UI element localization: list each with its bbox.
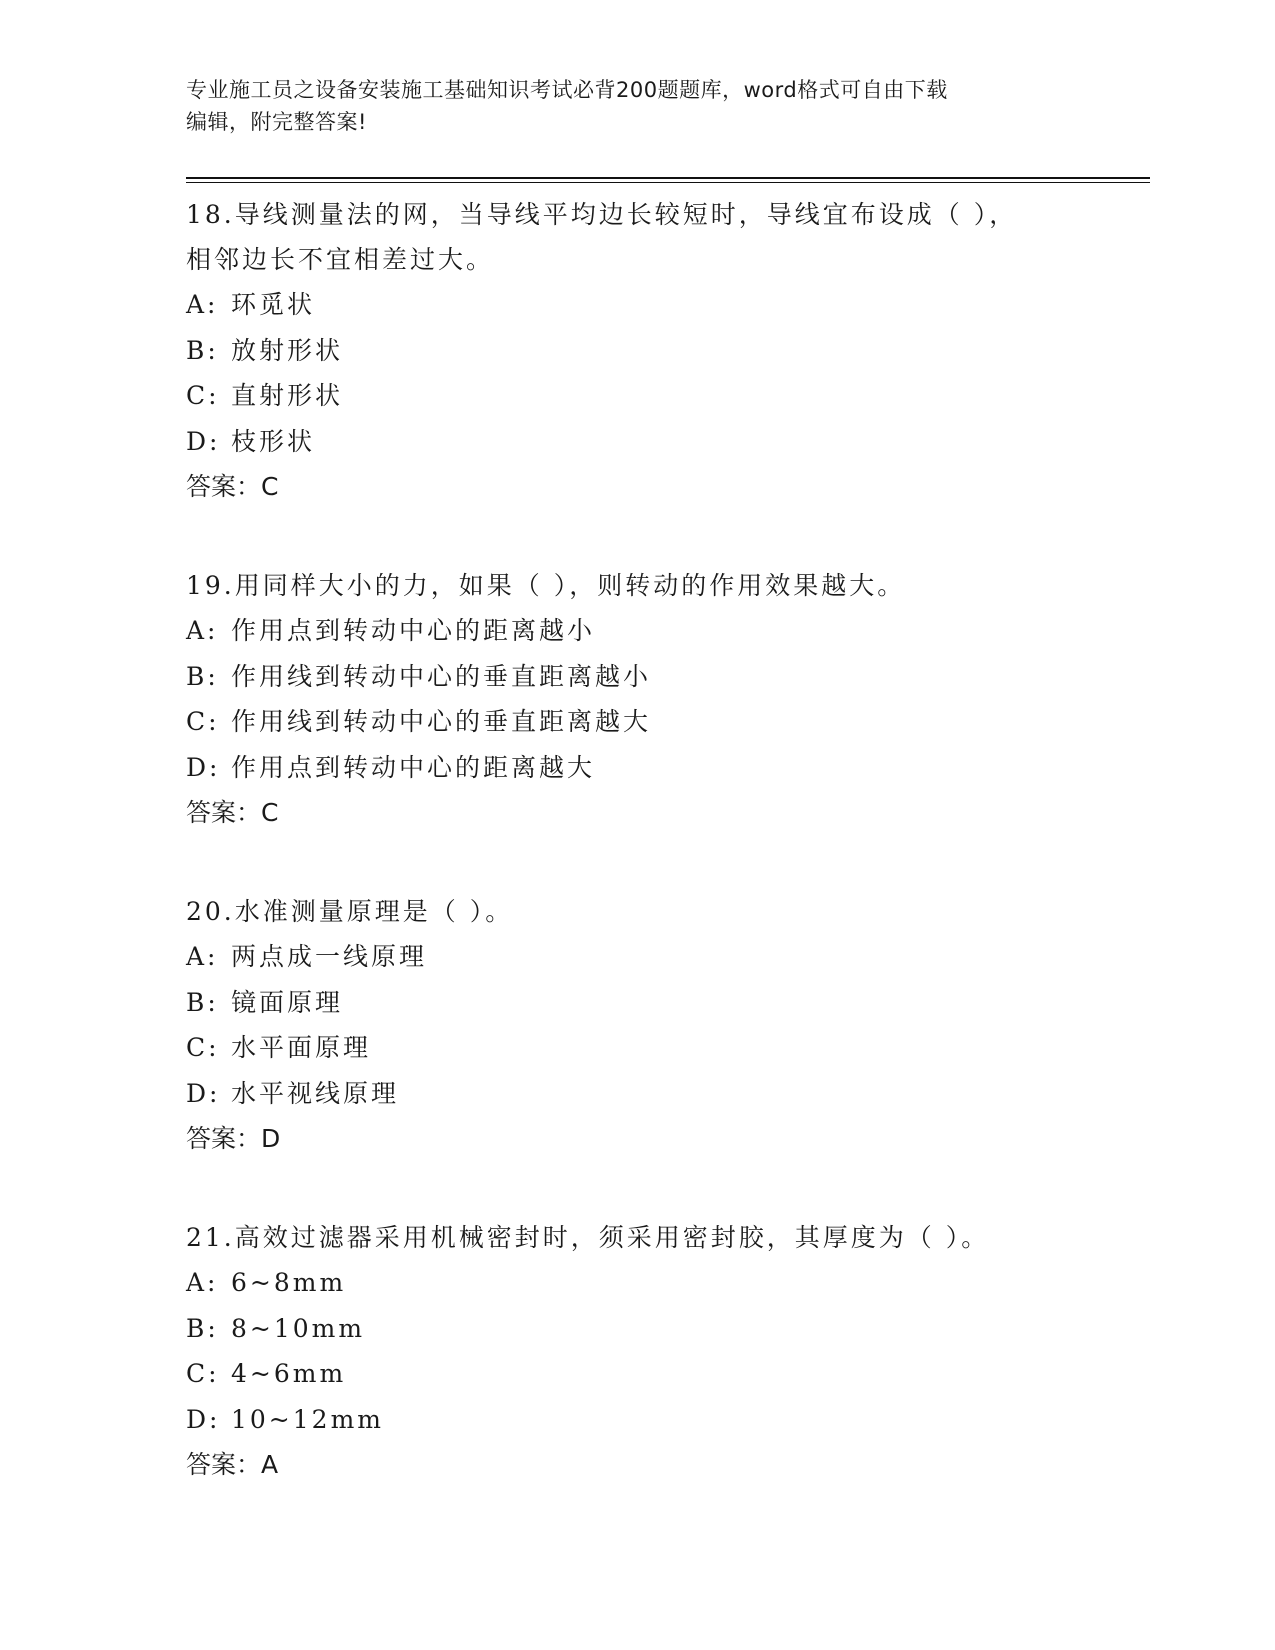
option-d: [186, 419, 1086, 465]
question-19: [186, 563, 1086, 836]
option-b: [186, 980, 1086, 1026]
option-text: 直射形状: [231, 381, 344, 410]
option-letter: C:: [186, 1033, 220, 1062]
option-letter: B:: [186, 335, 219, 365]
answer-line: 答案：C: [186, 472, 279, 501]
option-a: [186, 934, 1086, 980]
option-text: 水平视线原理: [231, 1078, 400, 1108]
document-header: [186, 74, 1066, 138]
header-line-1: 专业施工员之设备安装施工基础知识考试必背200题题库，word格式可自由下载: [186, 78, 948, 102]
option-text: 放射形状: [231, 335, 344, 365]
option-c: [186, 1351, 1086, 1397]
answer-line: 答案：C: [186, 798, 279, 827]
option-letter: A:: [186, 1268, 219, 1297]
option-b: [186, 1306, 1086, 1352]
option-d: [186, 745, 1086, 791]
option-b: [186, 654, 1086, 700]
answer-line: 答案：D: [186, 1124, 281, 1153]
option-letter: A:: [186, 942, 219, 971]
option-letter: D:: [186, 1404, 221, 1434]
option-text: 镜面原理: [231, 987, 344, 1017]
option-c: [186, 373, 1086, 419]
option-letter: A:: [186, 290, 219, 319]
question-text-continued: 相邻边长不宜相差过大。: [186, 245, 495, 274]
option-letter: B:: [186, 987, 219, 1017]
header-divider-thick: [186, 177, 1150, 179]
question-18: [186, 192, 1086, 510]
answer-line: 答案：A: [186, 1450, 279, 1479]
option-b: [186, 328, 1086, 374]
option-letter: C:: [186, 1359, 220, 1388]
option-d: [186, 1071, 1086, 1117]
question-21: [186, 1215, 1086, 1488]
option-letter: B:: [186, 1313, 219, 1343]
option-a: [186, 1260, 1086, 1306]
header-divider-thin: [186, 182, 1150, 183]
option-text: 6~8mm: [231, 1268, 347, 1297]
option-text: 8~10mm: [231, 1313, 366, 1343]
option-d: [186, 1397, 1086, 1443]
option-a: [186, 282, 1086, 328]
option-letter: B:: [186, 661, 219, 691]
question-20: [186, 889, 1086, 1162]
header-line-2: 编辑，附完整答案!: [186, 110, 367, 134]
option-letter: C:: [186, 707, 220, 736]
option-text: 环觅状: [231, 290, 316, 319]
option-c: [186, 699, 1086, 745]
question-text: 18.导线测量法的网，当导线平均边长较短时，导线宜布设成（ ），: [186, 200, 1018, 229]
option-c: [186, 1025, 1086, 1071]
option-text: 作用点到转动中心的距离越小: [231, 616, 596, 645]
option-letter: D:: [186, 752, 221, 782]
option-text: 4~6mm: [231, 1359, 347, 1388]
option-text: 作用点到转动中心的距离越大: [231, 752, 596, 782]
option-text: 作用线到转动中心的垂直距离越大: [231, 707, 652, 736]
option-text: 作用线到转动中心的垂直距离越小: [231, 661, 652, 691]
question-text: 20.水准测量原理是（ ）。: [186, 897, 514, 926]
option-letter: D:: [186, 1078, 221, 1108]
option-letter: D:: [186, 426, 221, 456]
option-text: 水平面原理: [231, 1033, 372, 1062]
option-letter: C:: [186, 381, 220, 410]
question-text: 21.高效过滤器采用机械密封时，须采用密封胶，其厚度为（ ）。: [186, 1223, 990, 1252]
option-text: 枝形状: [231, 426, 316, 456]
option-text: 两点成一线原理: [231, 942, 428, 971]
option-a: [186, 608, 1086, 654]
question-list: [186, 192, 1086, 1541]
option-text: 10~12mm: [231, 1404, 384, 1434]
question-text: 19.用同样大小的力，如果（ ），则转动的作用效果越大。: [186, 571, 906, 600]
option-letter: A:: [186, 616, 219, 645]
